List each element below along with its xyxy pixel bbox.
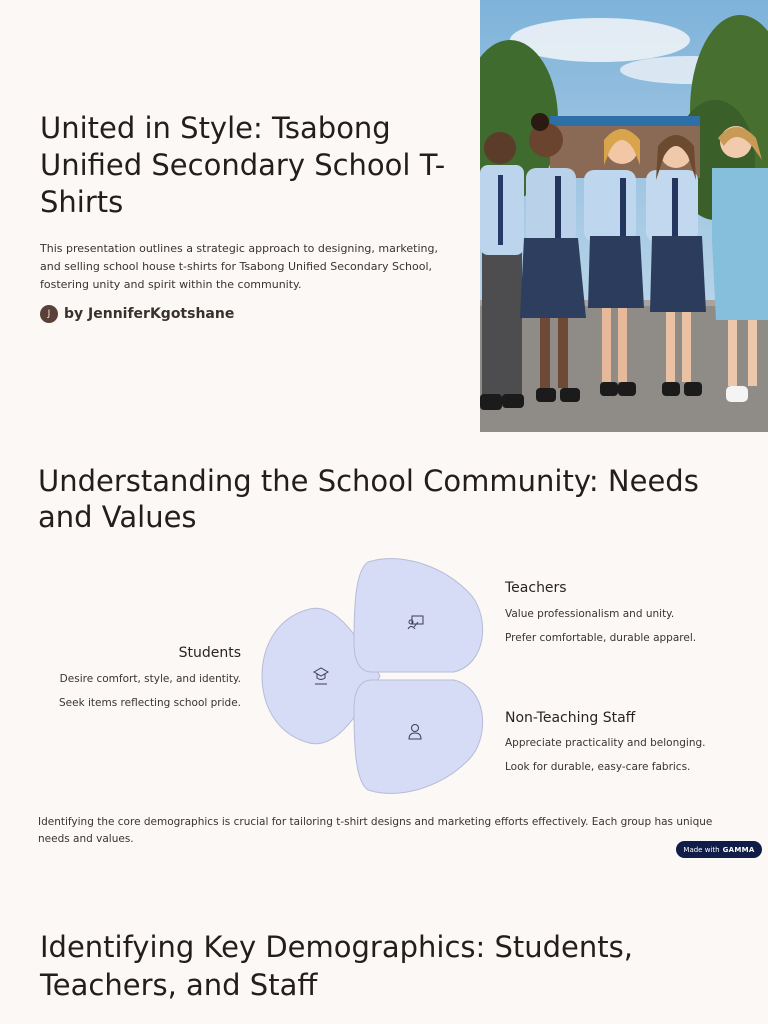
author-byline	[40, 305, 234, 323]
key-demographics-title: Identifying Key Demographics: Students, Teachers, and Staff	[40, 930, 633, 1002]
students-line-2: Seek items reflecting school pride.	[59, 697, 241, 709]
students-title: Students	[178, 645, 241, 661]
title-slide	[0, 0, 768, 432]
students-line-1: Desire comfort, style, and identity.	[59, 673, 241, 685]
presentation-title: United in Style: Tsabong Unified Secondary School T-Shirts	[40, 111, 446, 219]
teachers-line-1: Value professionalism and unity.	[505, 608, 675, 620]
author-avatar: J	[40, 305, 58, 323]
students-group-photo	[480, 0, 768, 432]
community-needs-title: Understanding the School Community: Needs and Values	[38, 464, 699, 534]
badge-prefix: Made with	[683, 845, 720, 854]
staff-petal	[354, 680, 483, 793]
badge-brand: GAMMA	[722, 845, 755, 854]
teachers-petal	[354, 559, 483, 672]
staff-title: Non-Teaching Staff	[505, 710, 636, 726]
presentation-description: This presentation outlines a strategic approach to designing, marketing, and selling school house t-shirts for Tsabong Unified Secondary School, fostering unity and spirit within the community.	[40, 242, 438, 291]
community-footer-note: Identifying the core demographics is crucial for tailoring t-shirt designs and marketing efforts effectively. Each group has unique needs and values.	[38, 816, 713, 845]
community-petal-diagram	[258, 552, 490, 800]
made-with-gamma-badge[interactable]	[676, 841, 762, 858]
teachers-line-2: Prefer comfortable, durable apparel.	[505, 632, 697, 644]
teachers-title: Teachers	[505, 580, 567, 596]
author-name: by JenniferKgotshane	[64, 306, 235, 322]
staff-line-1: Appreciate practicality and belonging.	[505, 737, 706, 749]
staff-line-2: Look for durable, easy-care fabrics.	[505, 761, 691, 773]
